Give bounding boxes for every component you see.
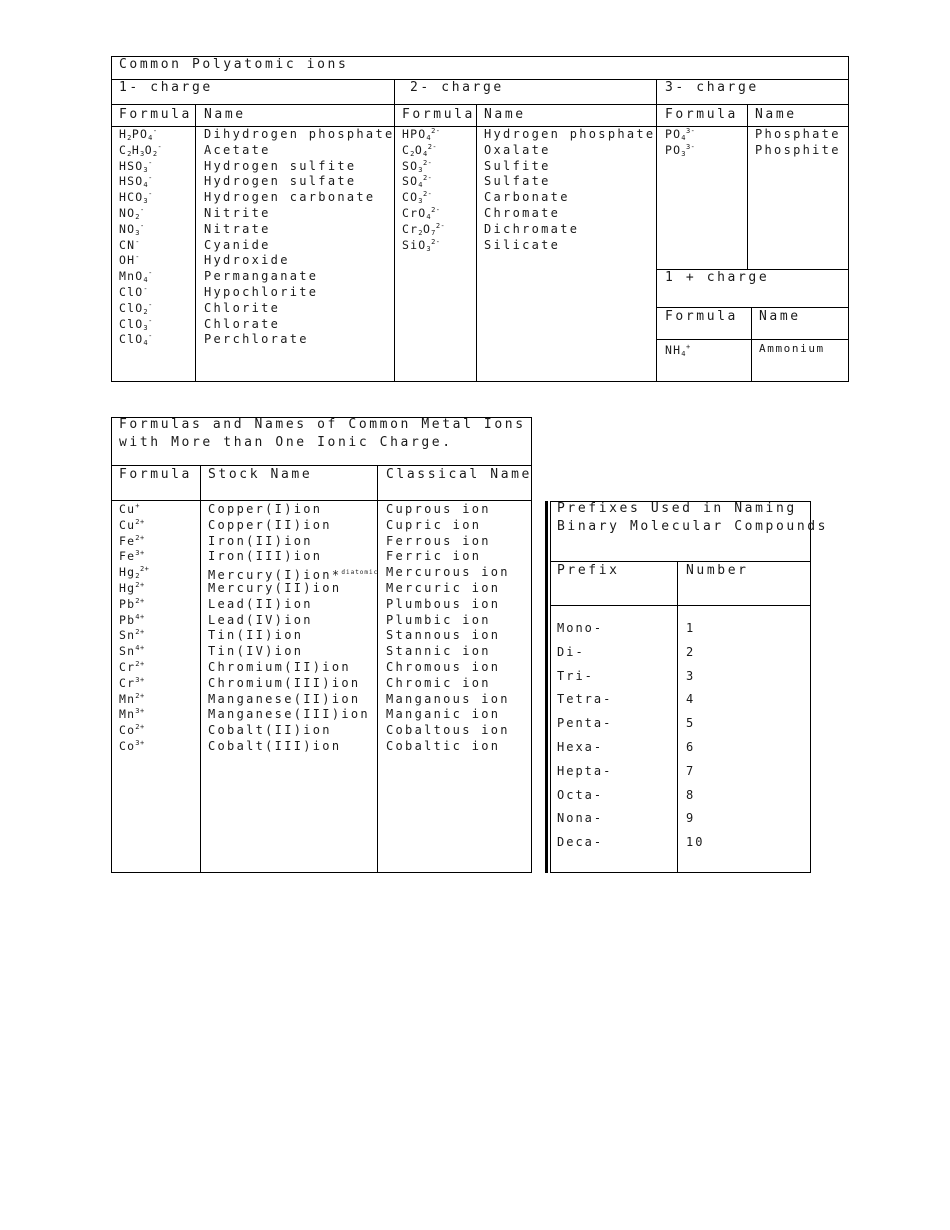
classical-name-cell: Mercurous ion xyxy=(386,565,510,580)
diatomic-note: diatomic xyxy=(341,569,379,577)
formula-cell: $Cu^{2+}$ xyxy=(119,517,145,532)
stock-name-text: Mercury(I)ion* xyxy=(208,568,342,583)
formula-cell: $NO_3^-$ xyxy=(119,221,145,237)
formula-cell: $Hg_2^{2+}$ xyxy=(119,565,150,581)
name-cell: Dichromate xyxy=(484,221,580,236)
formula-list-2-minus xyxy=(402,127,445,253)
formula-cell: $Cr^{2+}$ xyxy=(119,659,145,674)
number-cell: 4 xyxy=(686,692,696,707)
formula-cell: $CO_3^{2-}$ xyxy=(402,190,433,206)
divider xyxy=(751,307,752,382)
formula-cell: MnO$_4$- xyxy=(119,269,153,285)
name-header: Name xyxy=(759,309,801,324)
formula-cell: $Co^{3+}$ xyxy=(119,738,145,753)
formula-cell: $PO_4^{3-}$ xyxy=(665,127,696,142)
metal-title-line2: with More than One Ionic Charge. xyxy=(119,435,453,450)
formula-cell: $HCO_3^-$ xyxy=(119,190,153,206)
prefix-cell: Hexa- xyxy=(557,739,604,754)
number-cell: 3 xyxy=(686,668,696,683)
classical-name-cell: Plumbic ion xyxy=(386,612,491,627)
number-cell: 8 xyxy=(686,787,696,802)
formula-cell: CrO$_4^{2-}$ xyxy=(402,205,441,221)
group-label-1-minus: 1- charge xyxy=(119,80,213,95)
formula-cell: $Cr^{3+}$ xyxy=(119,675,145,690)
name-cell: Dihydrogen phosphate xyxy=(204,127,395,141)
divider xyxy=(545,501,548,873)
metal-formula-list xyxy=(119,502,149,755)
name-cell: Sulfite xyxy=(484,158,551,173)
prefix-list xyxy=(557,617,612,855)
classical-name-cell: Plumbous ion xyxy=(386,596,501,611)
formula-cell: $Pb^{2+}$ xyxy=(119,596,145,611)
formula-header: Formula xyxy=(119,467,192,482)
formula-header: Formula xyxy=(119,107,192,122)
formula-cell: $Mn^{2+}$ xyxy=(119,691,145,706)
formula-cell: $Cr_2O_7^{2-}$ xyxy=(402,221,446,237)
number-cell: 2 xyxy=(686,644,696,659)
stock-name-cell: Copper(II)ion xyxy=(208,517,332,532)
classical-name-header: Classical Name xyxy=(386,467,532,482)
metal-title-line1: Formulas and Names of Common Metal Ions xyxy=(119,417,526,432)
name-cell: Permanganate xyxy=(204,269,319,284)
classical-name-list xyxy=(386,502,510,755)
name-cell: Hydrogen sulfite xyxy=(204,158,357,173)
name-cell: Cyanide xyxy=(204,237,271,252)
classical-name-cell: Cobaltous ion xyxy=(386,723,510,738)
formula-cell: $Co^{2+}$ xyxy=(119,723,145,738)
number-cell: 1 xyxy=(686,621,696,635)
formula-cell: $Sn^{2+}$ xyxy=(119,628,145,643)
classical-name-cell: Chromous ion xyxy=(386,659,501,674)
stock-name-cell: Chromium(III)ion xyxy=(208,675,361,690)
formula-cell: $HSO_4^-$ xyxy=(119,174,153,190)
name-list-1-minus xyxy=(204,127,395,348)
name-header: Name xyxy=(755,107,797,122)
polyatomic-title: Common Polyatomic ions xyxy=(119,57,349,72)
prefix-cell: Mono- xyxy=(557,621,604,635)
name-cell: Phosphite xyxy=(755,142,841,157)
name-header: Name xyxy=(204,107,246,122)
number-cell: 5 xyxy=(686,716,696,731)
name-cell: Nitrite xyxy=(204,205,271,220)
formula-cell: $Fe^{3+}$ xyxy=(119,549,145,564)
prefix-cell: Nona- xyxy=(557,811,604,826)
classical-name-cell: Manganous ion xyxy=(386,691,510,706)
name-cell: Nitrate xyxy=(204,221,271,236)
name-cell: Perchlorate xyxy=(204,332,309,347)
formula-cell: $C_2H_3O_2^-$ xyxy=(119,142,163,158)
divider xyxy=(195,104,196,382)
stock-name-cell: Manganese(III)ion xyxy=(208,707,370,722)
name-cell: Acetate xyxy=(204,142,271,157)
formula-cell: $Sn^{4+}$ xyxy=(119,644,145,659)
divider xyxy=(550,561,811,562)
formula-header: Formula xyxy=(402,107,475,122)
divider xyxy=(656,339,849,340)
name-header: Name xyxy=(484,107,526,122)
formula-cell: $Fe^{2+}$ xyxy=(119,533,145,548)
stock-name-cell: Tin(II)ion xyxy=(208,628,304,643)
formula-header: Formula xyxy=(665,107,738,122)
name-cell: Chromate xyxy=(484,205,561,220)
formula-cell: $HSO_3^-$ xyxy=(119,158,153,174)
formula-cell: ClO- xyxy=(119,284,149,299)
formula-cell: Cu+ xyxy=(119,502,140,516)
stock-name-header: Stock Name xyxy=(208,467,313,482)
divider xyxy=(550,605,811,606)
classical-name-cell: Stannous ion xyxy=(386,628,501,643)
divider xyxy=(656,79,657,382)
name-cell: Hydrogen sulfate xyxy=(204,174,357,189)
prefix-header: Prefix xyxy=(557,563,620,578)
name-cell: Chlorate xyxy=(204,316,281,331)
classical-name-cell: Cobaltic ion xyxy=(386,738,501,753)
classical-name-cell: Ferrous ion xyxy=(386,533,491,548)
divider xyxy=(200,465,201,873)
formula-cell: SiO$_3^{2-}$ xyxy=(402,237,441,253)
classical-name-cell: Manganic ion xyxy=(386,707,501,722)
formula-cell: OH- xyxy=(119,253,140,268)
group-label-2-minus: 2- charge xyxy=(410,80,504,95)
name-cell: Hydrogen phosphate xyxy=(484,127,656,141)
divider xyxy=(111,104,849,105)
number-cell: 6 xyxy=(686,739,696,754)
stock-name-cell: Cobalt(III)ion xyxy=(208,738,342,753)
name-cell: Silicate xyxy=(484,237,561,252)
formula-cell: ClO$_3$- xyxy=(119,316,153,332)
stock-name-cell: Cobalt(II)ion xyxy=(208,723,332,738)
name-cell: Hydroxide xyxy=(204,253,290,268)
formula-cell: $SO_4^{2-}$ xyxy=(402,174,433,190)
divider xyxy=(476,104,477,382)
formula-list-3-minus xyxy=(665,127,695,159)
stock-name-cell: Iron(II)ion xyxy=(208,533,313,548)
divider xyxy=(656,307,849,308)
formula-cell: ClO$_4$- xyxy=(119,332,153,348)
number-header: Number xyxy=(686,563,749,578)
stock-name-cell: Manganese(II)ion xyxy=(208,691,361,706)
divider xyxy=(111,500,532,501)
group-label-3-minus: 3- charge xyxy=(665,80,759,95)
formula-cell: $NO_2^-$ xyxy=(119,205,145,221)
name-cell: Oxalate xyxy=(484,142,551,157)
classical-name-cell: Mercuric ion xyxy=(386,580,501,595)
formula-cell: ClO$_2$- xyxy=(119,300,153,316)
formula-cell: CN- xyxy=(119,237,140,252)
prefix-cell: Octa- xyxy=(557,787,604,802)
name-cell: Chlorite xyxy=(204,300,281,315)
group-label-1-plus: 1 + charge xyxy=(665,270,770,285)
stock-name-cell: Mercury(II)ion xyxy=(208,580,342,595)
formula-cell: $Hg^{2+}$ xyxy=(119,580,145,595)
formula-cell: $PO_3^{3-}$ xyxy=(665,142,696,158)
name-list-2-minus xyxy=(484,127,655,253)
number-cell: 7 xyxy=(686,763,696,778)
prefix-cell: Di- xyxy=(557,644,585,659)
name-cell: Ammonium xyxy=(759,342,825,355)
formula-cell: $Pb^{4+}$ xyxy=(119,612,145,627)
formula-cell: $H_2PO_4^-$ xyxy=(119,127,158,142)
formula-cell: $Mn^{3+}$ xyxy=(119,707,145,722)
divider xyxy=(747,104,748,269)
formula-cell: $SO_3^{2-}$ xyxy=(402,158,433,174)
name-cell: Phosphate xyxy=(755,127,841,141)
stock-name-cell: Lead(II)ion xyxy=(208,596,313,611)
prefix-cell: Tetra- xyxy=(557,692,613,707)
number-cell: 10 xyxy=(686,835,705,850)
name-list-3-minus xyxy=(755,127,841,159)
name-cell: Hypochlorite xyxy=(204,284,319,299)
formula-cell: $HPO_4^{2-}$ xyxy=(402,127,441,142)
classical-name-cell: Chromic ion xyxy=(386,675,491,690)
stock-name-cell: Lead(IV)ion xyxy=(208,612,313,627)
stock-name-cell: Copper(I)ion xyxy=(208,502,323,516)
formula-cell: $NH_4^+$ xyxy=(665,343,691,358)
divider xyxy=(111,465,532,466)
formula-header: Formula xyxy=(665,309,738,324)
stock-name-list xyxy=(208,502,378,755)
name-cell: Hydrogen carbonate xyxy=(204,190,376,205)
number-cell: 9 xyxy=(686,811,696,826)
prefix-cell: Hepta- xyxy=(557,763,613,778)
divider xyxy=(677,561,678,873)
stock-name-cell: Chromium(II)ion xyxy=(208,659,351,674)
stock-name-cell xyxy=(208,565,378,581)
stock-name-cell: Tin(IV)ion xyxy=(208,644,304,659)
classical-name-cell: Cuprous ion xyxy=(386,502,491,516)
name-cell: Sulfate xyxy=(484,174,551,189)
classical-name-cell: Ferric ion xyxy=(386,549,482,564)
formula-list-1-minus xyxy=(119,127,162,348)
prefix-cell: Tri- xyxy=(557,668,594,683)
prefixes-title-line1: Prefixes Used in Naming xyxy=(557,501,797,516)
prefix-cell: Deca- xyxy=(557,835,604,850)
number-list xyxy=(686,617,704,855)
prefixes-title-line2: Binary Molecular Compounds xyxy=(557,519,829,534)
name-cell: Carbonate xyxy=(484,190,570,205)
classical-name-cell: Stannic ion xyxy=(386,644,491,659)
stock-name-cell: Iron(III)ion xyxy=(208,549,323,564)
formula-cell: $C_2O_4^{2-}$ xyxy=(402,142,438,158)
classical-name-cell: Cupric ion xyxy=(386,517,482,532)
prefix-cell: Penta- xyxy=(557,716,613,731)
